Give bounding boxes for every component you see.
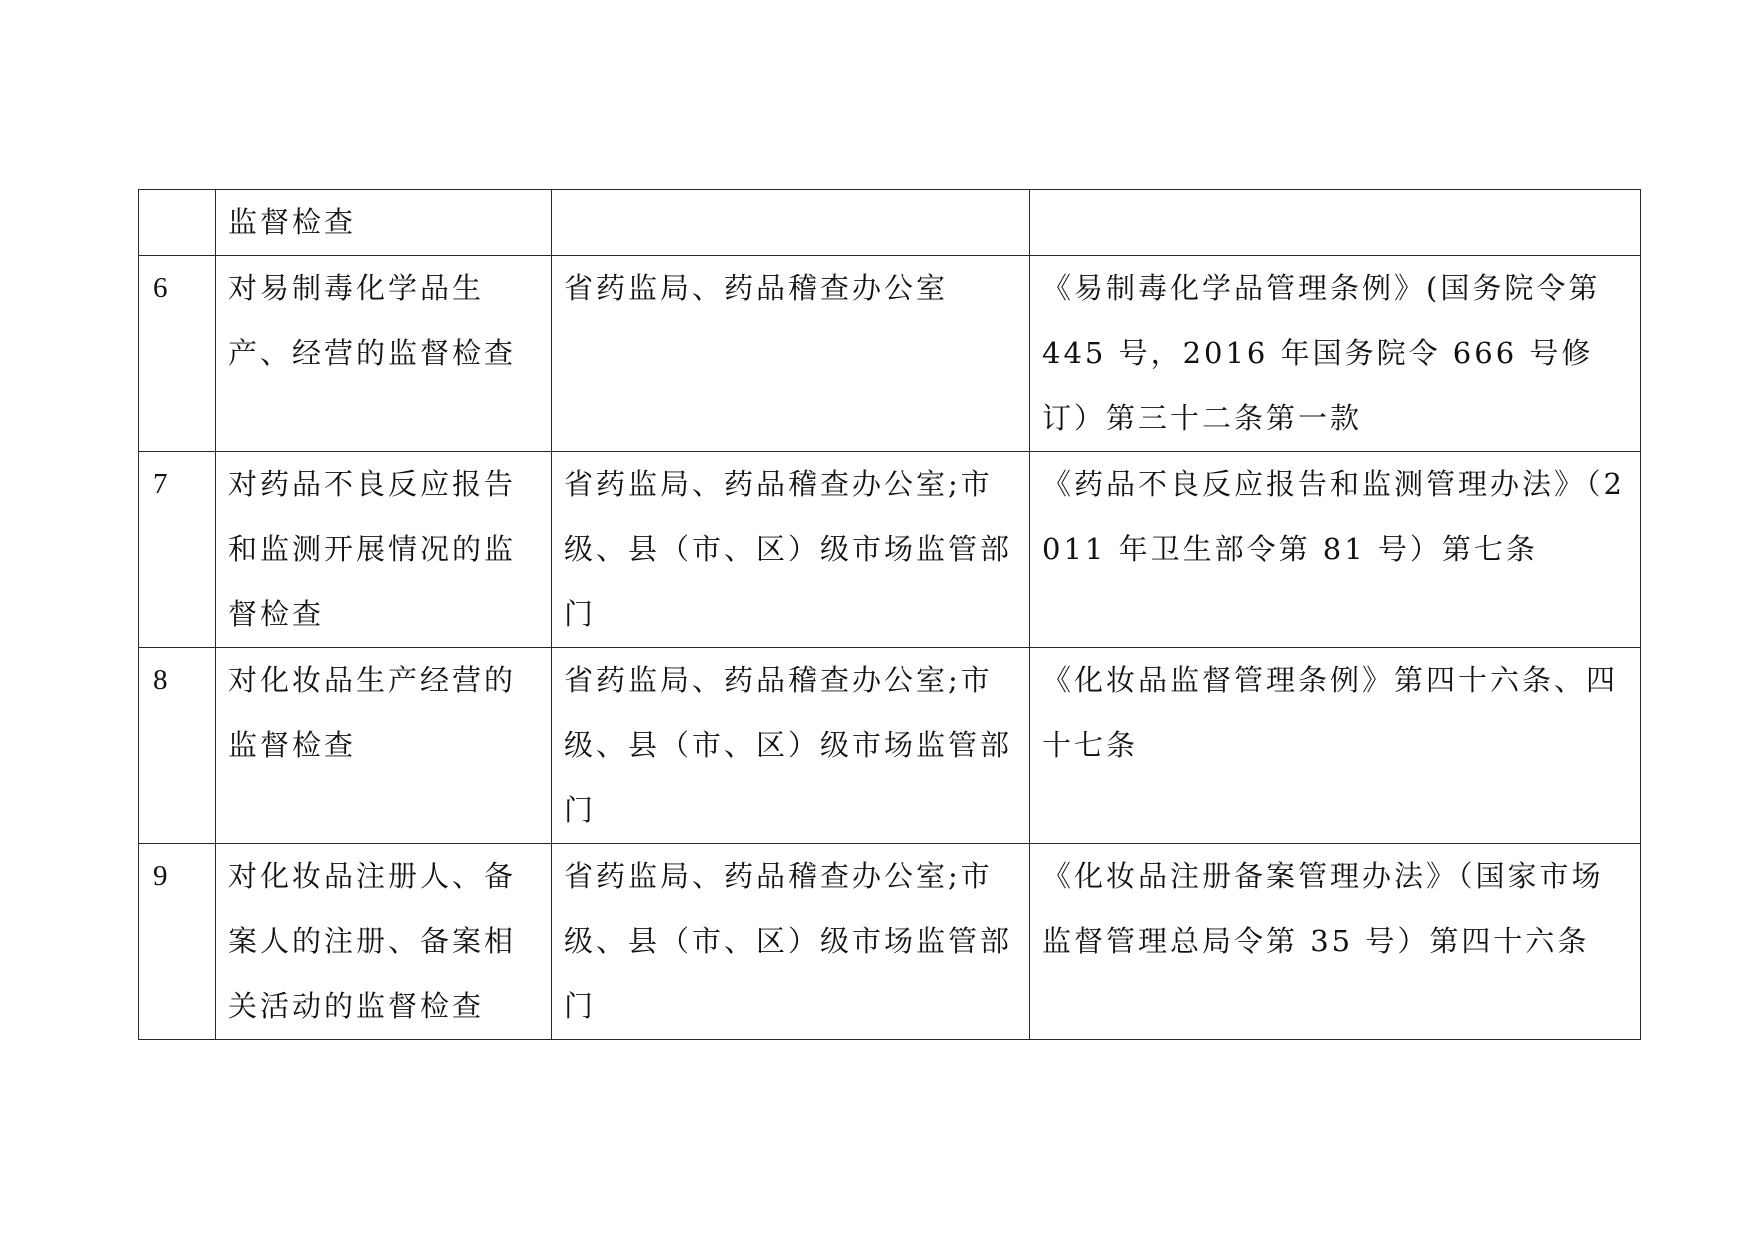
inspection-item: 对易制毒化学品生产、经营的监督检查 <box>216 256 552 452</box>
responsible-department: 省药监局、药品稽查办公室;市级、县（市、区）级市场监管部门 <box>552 648 1030 844</box>
row-number: 7 <box>139 452 216 648</box>
row-number: 6 <box>139 256 216 452</box>
inspection-item: 对药品不良反应报告和监测开展情况的监督检查 <box>216 452 552 648</box>
legal-basis: 《化妆品监督管理条例》第四十六条、四十七条 <box>1030 648 1641 844</box>
responsible-department <box>552 190 1030 256</box>
table-row <box>139 190 1641 256</box>
responsible-department: 省药监局、药品稽查办公室;市级、县（市、区）级市场监管部门 <box>552 452 1030 648</box>
responsible-department: 省药监局、药品稽查办公室 <box>552 256 1030 452</box>
table-row <box>139 256 1641 452</box>
legal-basis: 《化妆品注册备案管理办法》（国家市场监督管理总局令第 35 号）第四十六条 <box>1030 844 1641 1040</box>
responsible-department: 省药监局、药品稽查办公室;市级、县（市、区）级市场监管部门 <box>552 844 1030 1040</box>
inspection-item: 监督检查 <box>216 190 552 256</box>
legal-basis: 《药品不良反应报告和监测管理办法》（2011 年卫生部令第 81 号）第七条 <box>1030 452 1641 648</box>
legal-basis: 《易制毒化学品管理条例》(国务院令第 445 号，2016 年国务院令 666 号修订）第三十二条第一款 <box>1030 256 1641 452</box>
legal-basis <box>1030 190 1641 256</box>
supervision-table <box>138 189 1641 1040</box>
table-row <box>139 452 1641 648</box>
table-row <box>139 844 1641 1040</box>
table-row <box>139 648 1641 844</box>
inspection-item: 对化妆品注册人、备案人的注册、备案相关活动的监督检查 <box>216 844 552 1040</box>
inspection-item: 对化妆品生产经营的监督检查 <box>216 648 552 844</box>
row-number: 8 <box>139 648 216 844</box>
row-number <box>139 190 216 256</box>
row-number: 9 <box>139 844 216 1040</box>
